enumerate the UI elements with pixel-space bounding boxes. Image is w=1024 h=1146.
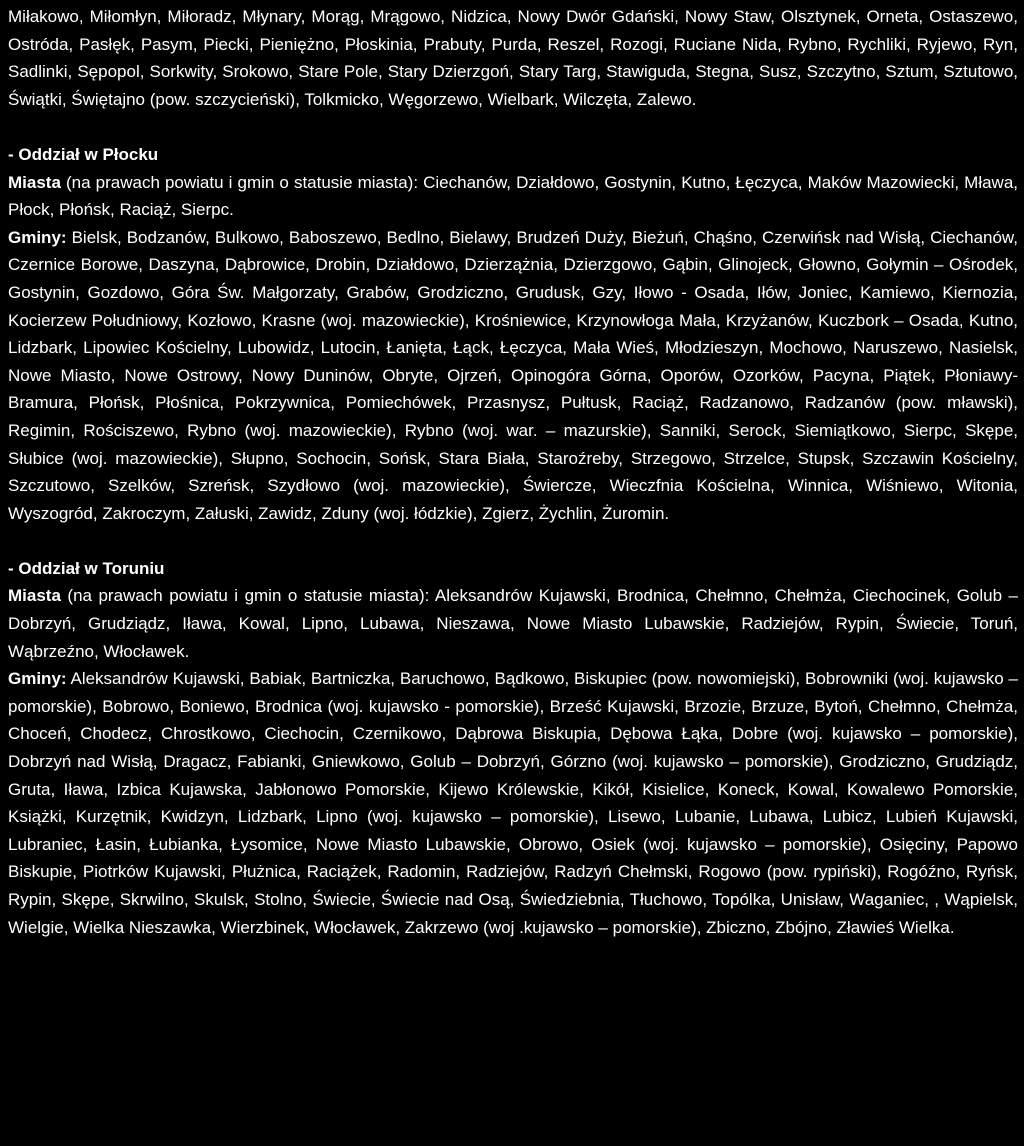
gminy-list: Aleksandrów Kujawski, Babiak, Bartniczka, Baruchowo, Bądkowo, Biskupiec (pow. nowomiejski), Bobrowniki (woj. kujawsko – pomorskie), Bobrowo, Boniewo, Brodnica (woj. kujawsko - pomorskie), Brześć Kujawski, Brzozie, Brzuze, Bytoń, Chełmno, Chełmża, Choceń, Chodecz, Chrostkowo, Ciechocin, Czernikowo, Dąbrowa Biskupia, Dębowa Łąka, Dobre (woj. kujawsko – pomorskie), Dobrzyń nad Wisłą, Dragacz, Fabianki, Gniewkowo, Golub – Dobrzyń, Górzno (woj. kujawsko – pomorskie), Grodziczno, Grudziądz, Gruta, Iława, Izbica Kujawska, Jabłonowo Pomorskie, Kijewo Królewskie, Kikół, Kisielice, Koneck, Kowal, Kowalewo Pomorskie, Książki, Kurzętnik, Kwidzyn, Lidzbark, Lipno (woj. kujawsko – pomorskie), Lisewo, Lubanie, Lubawa, Lubicz, Lubień Kujawski, Lubraniec, Łasin, Łubianka, Łysomice, Nowe Miasto Lubawskie, Obrowo, Osiek (woj. kujawsko – pomorskie), Osięciny, Papowo Biskupie, Piotrków Kujawski, Płużnica, Raciążek, Radomin, Radziejów, Radzyń Chełmski, Rogowo (pow. rypiński), Rogóźno, Ryńsk, Rypin, Skępe, Skrwilno, Skulsk, Stolno, Świecie, Świecie nad Osą, Świedziebnia, Tłuchowo, Topólka, Unisław, Waganiec, , Wąpielsk, Wielgie, Wielka Nieszawka, Wierzbinek, Włocławek, Zakrzewo (woj .kujawsko – pomorskie), Zbiczno, Zbójno, Zławieś Wielka.: [8, 669, 1018, 937]
gminy-list: Bielsk, Bodzanów, Bulkowo, Baboszewo, Bedlno, Bielawy, Brudzeń Duży, Bieżuń, Chąśno, Czerwińsk nad Wisłą, Ciechanów, Czernice Borowe, Daszyna, Dąbrowice, Drobin, Działdowo, Dzierzążnia, Dzierzgowo, Gąbin, Glinojeck, Głowno, Gołymin – Ośrodek, Gostynin, Gozdowo, Góra Św. Małgorzaty, Grabów, Grodziczno, Grudusk, Gzy, Iłowo - Osada, Iłów, Joniec, Kamiewo, Kiernozia, Kocierzew Południowy, Kozłowo, Krasne (woj. mazowieckie), Krośniewice, Krzynowłoga Mała, Krzyżanów, Kuczbork – Osada, Kutno, Lidzbark, Lipowiec Kościelny, Lubowidz, Lutocin, Łanięta, Łąck, Łęczyca, Mała Wieś, Młodzieszyn, Mochowo, Naruszewo, Nasielsk, Nowe Miasto, Nowe Ostrowy, Nowy Duninów, Obryte, Ojrzeń, Opinogóra Górna, Oporów, Ozorków, Pacyna, Piątek, Płoniawy-Bramura, Płońsk, Płośnica, Pokrzywnica, Pomiechówek, Przasnysz, Pułtusk, Raciąż, Radzanowo, Radzanów (pow. mławski), Regimin, Rościszewo, Rybno (woj. mazowieckie), Rybno (woj. war. – mazurskie), Sanniki, Serock, Siemiątkowo, Sierpc, Skępe, Słubice (woj. mazowieckie), Słupno, Sochocin, Sońsk, Stara Biała, Staroźreby, Strzegowo, Strzelce, Stupsk, Szczawin Kościelny, Szczutowo, Szelków, Szreńsk, Szydłowo (woj. mazowieckie), Świercze, Wieczfnia Kościelna, Winnica, Wiśniewo, Witonia, Wyszogród, Zakroczym, Załuski, Zawidz, Zduny (woj. łódzkie), Zgierz, Żychlin, Żuromin.: [8, 227, 1018, 523]
cities-list: (na prawach powiatu i gmin o statusie miasta): Ciechanów, Działdowo, Gostynin, Kutno, Łęczyca, Maków Mazowiecki, Mława, Płock, Płońsk, Raciąż, Sierpc.: [8, 172, 1018, 220]
cities-label: Miasta: [8, 172, 61, 192]
cities-label: Miasta: [8, 586, 61, 606]
gminy-label: Gminy:: [8, 227, 67, 247]
cities-paragraph-plock: [8, 169, 1018, 224]
document-page: [8, 3, 1018, 941]
cities-list: (na prawach powiatu i gmin o statusie miasta): Aleksandrów Kujawski, Brodnica, Chełmno, Chełmża, Ciechocinek, Golub – Dobrzyń, Grudziądz, Iława, Kowal, Lipno, Lubawa, Nieszawa, Nowe Miasto Lubawskie, Radziejów, Rypin, Świecie, Toruń, Wąbrzeźno, Włocławek.: [8, 586, 1018, 661]
section-heading-torun: - Oddział w Toruniu: [8, 558, 165, 578]
gminy-paragraph-plock: [8, 224, 1018, 528]
intro-paragraph: Miłakowo, Miłomłyn, Miłoradz, Młynary, Morąg, Mrągowo, Nidzica, Nowy Dwór Gdański, Nowy Staw, Olsztynek, Orneta, Ostaszewo, Ostróda, Pasłęk, Pasym, Piecki, Pieniężno, Płoskinia, Prabuty, Purda, Reszel, Rozogi, Ruciane Nida, Rybno, Rychliki, Ryjewo, Ryn, Sadlinki, Sępopol, Sorkwity, Srokowo, Stare Pole, Stary Dzierzgoń, Stary Targ, Stawiguda, Stegna, Susz, Szczytno, Sztum, Sztutowo, Świątki, Świętajno (pow. szczycieński), Tolkmicko, Węgorzewo, Wielbark, Wilczęta, Zalewo.: [8, 7, 1018, 109]
section-heading-plock: - Oddział w Płocku: [8, 144, 159, 164]
spacer: [8, 527, 1018, 555]
gminy-label: Gminy:: [8, 669, 67, 689]
cities-paragraph-torun: [8, 582, 1018, 665]
gminy-paragraph-torun: [8, 665, 1018, 941]
spacer: [8, 113, 1018, 141]
